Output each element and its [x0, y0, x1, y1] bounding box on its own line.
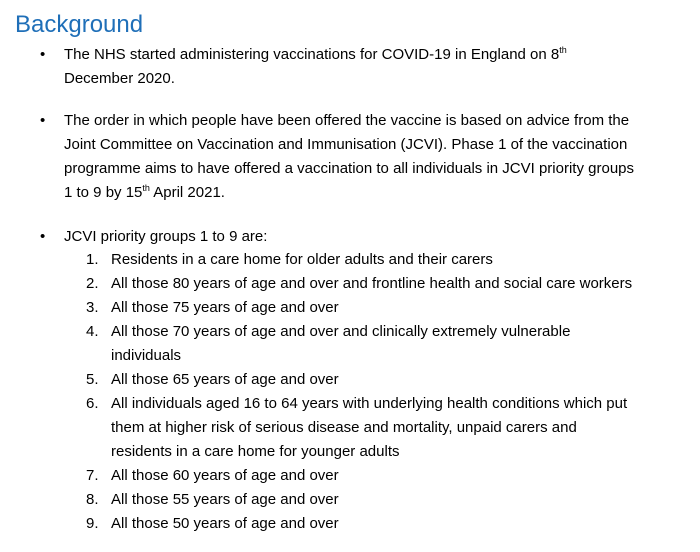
bullet-marker: •: [40, 228, 46, 245]
paragraph-line: December 2020.: [64, 70, 175, 87]
priority-group-number: 9.: [86, 515, 99, 532]
priority-group-number: 4.: [86, 323, 99, 340]
priority-group-number: 5.: [86, 371, 99, 388]
priority-group-item: [111, 488, 691, 512]
item-line: All those 80 years of age and over and frontline health and social care workers: [111, 275, 633, 292]
priority-group-item: [111, 368, 691, 392]
bullet-paragraph-vaccine-order: [64, 109, 694, 205]
priority-group-number: 1.: [86, 251, 99, 268]
item-line: All individuals aged 16 to 64 years with underlying health conditions which put: [111, 395, 628, 412]
item-line: All those 75 years of age and over: [111, 299, 339, 316]
priority-group-item: [111, 296, 691, 320]
priority-group-item: [111, 512, 691, 536]
priority-group-item: [111, 464, 691, 488]
priority-group-number: 8.: [86, 491, 99, 508]
bullet-marker: •: [40, 112, 46, 129]
priority-group-item: [111, 392, 691, 464]
bullet-paragraph-priority-groups: [64, 225, 694, 249]
priority-group-number: 7.: [86, 467, 99, 484]
bullet-paragraph-nhs-start: [64, 43, 694, 91]
priority-group-number: 6.: [86, 395, 99, 412]
priority-group-item: [111, 248, 691, 272]
bullet-marker: •: [40, 46, 46, 63]
priority-group-item: [111, 320, 691, 368]
section-heading: Background: [15, 11, 144, 38]
item-line: All those 60 years of age and over: [111, 467, 339, 484]
item-line: individuals: [111, 347, 182, 364]
priority-group-number: 3.: [86, 299, 99, 316]
item-line: All those 55 years of age and over: [111, 491, 339, 508]
item-line: Residents in a care home for older adults and their carers: [111, 251, 493, 268]
priority-group-number: 2.: [86, 275, 99, 292]
priority-group-item: [111, 272, 691, 296]
item-line: residents in a care home for younger adults: [111, 443, 400, 460]
item-line: All those 70 years of age and over and clinically extremely vulnerable: [111, 323, 571, 340]
paragraph-line: Joint Committee on Vaccination and Immunisation (JCVI). Phase 1 of the vaccination: [64, 136, 628, 153]
paragraph-line: The order in which people have been offered the vaccine is based on advice from the: [64, 112, 630, 129]
item-line: them at higher risk of serious disease and mortality, unpaid carers and: [111, 419, 577, 436]
item-line: All those 50 years of age and over: [111, 515, 339, 532]
paragraph-line: The NHS started administering vaccinations for COVID-19 in England on 8th: [64, 45, 567, 63]
paragraph-line: 1 to 9 by 15th April 2021.: [64, 183, 225, 201]
paragraph-line: programme aims to have offered a vaccination to all individuals in JCVI priority groups: [64, 160, 634, 177]
paragraph-line: JCVI priority groups 1 to 9 are:: [64, 228, 268, 245]
item-line: All those 65 years of age and over: [111, 371, 339, 388]
